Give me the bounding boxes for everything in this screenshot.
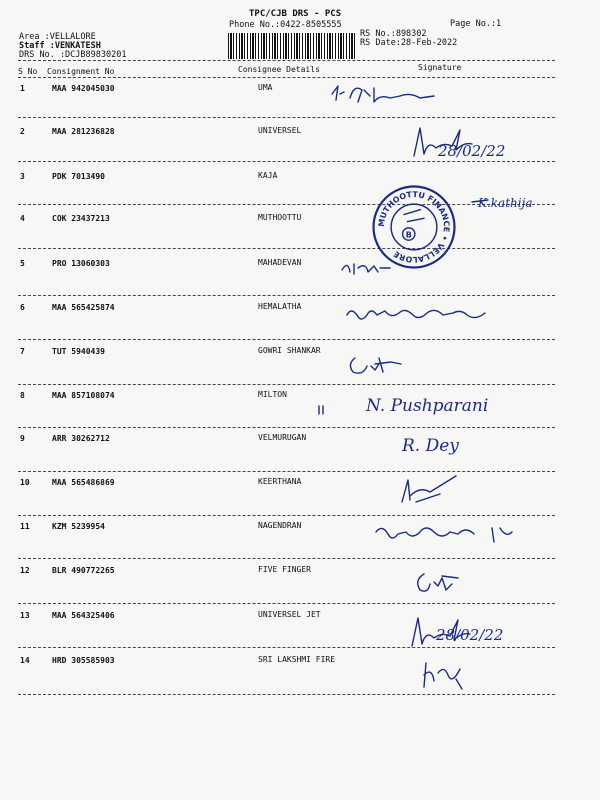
signature-14 xyxy=(420,655,470,695)
consignee-name: NAGENDRAN xyxy=(258,521,302,530)
handwritten-date-13: 28/02/22 xyxy=(436,626,504,644)
consignee-name: UNIVERSEL JET xyxy=(258,610,321,619)
consignee-name: UMA xyxy=(258,83,273,92)
sno: 3 xyxy=(20,172,25,181)
sno: 14 xyxy=(20,656,30,665)
barcode xyxy=(228,33,356,59)
consignment-no: ARR 30262712 xyxy=(52,434,110,443)
row-divider xyxy=(18,117,555,118)
company-stamp xyxy=(370,183,458,271)
handwritten-signature-8: N. Pushparani xyxy=(366,396,489,416)
row-divider xyxy=(18,603,555,604)
consignment-no: MAA 281236828 xyxy=(52,127,115,136)
drs-number: DRS No. :DCJB89830201 xyxy=(19,50,127,60)
consignee-name: VELMURUGAN xyxy=(258,433,307,442)
sno: 5 xyxy=(20,259,25,268)
col-consignment: Consignment No xyxy=(47,67,115,76)
handwritten-date-2: 28/02/22 xyxy=(438,142,506,160)
consignment-no: KZM 5239954 xyxy=(52,522,105,531)
consignment-no: BLR 490772265 xyxy=(52,566,115,575)
sno: 2 xyxy=(20,127,25,136)
consignment-no: MAA 565486869 xyxy=(52,478,115,487)
consignee-name: SRI LAKSHMI FIRE xyxy=(258,655,336,664)
stamp-ring-text: MUTHOOTTU FINANCE • VELLALORE xyxy=(376,190,452,264)
consignment-no: TUT 5940439 xyxy=(52,347,105,356)
consignee-name: GOWRI SHANKAR xyxy=(258,346,321,355)
rs-date: RS Date:28-Feb-2022 xyxy=(360,38,458,48)
consignment-no: MAA 942045030 xyxy=(52,84,115,93)
consignment-no: HRD 305585903 xyxy=(52,656,115,665)
page-number: Page No.:1 xyxy=(450,19,502,29)
sno: 12 xyxy=(20,566,30,575)
sno: 8 xyxy=(20,391,25,400)
row-divider xyxy=(18,427,555,428)
sno: 10 xyxy=(20,478,30,487)
signature-1 xyxy=(330,80,440,108)
consignee-name: UNIVERSEL xyxy=(258,126,302,135)
row-divider xyxy=(18,295,555,296)
sno: 13 xyxy=(20,611,30,620)
sno: 6 xyxy=(20,303,25,312)
sno: 9 xyxy=(20,434,25,443)
consignment-no: PDK 7013490 xyxy=(52,172,105,181)
phone-number: Phone No.:0422-8505555 xyxy=(229,20,342,30)
signature-11 xyxy=(372,520,522,548)
consignee-name: MAHADEVAN xyxy=(258,258,302,267)
sno: 7 xyxy=(20,347,25,356)
consignment-no: MAA 565425874 xyxy=(52,303,115,312)
row-divider xyxy=(18,558,555,559)
header-divider-top xyxy=(18,60,555,61)
stamp-center: B xyxy=(405,230,412,240)
document-title: TPC/CJB DRS - PCS xyxy=(249,9,342,19)
staff-label: Staff :VENKATESH xyxy=(19,41,101,51)
handwritten-signature-9: R. Dey xyxy=(402,436,459,456)
signature-12 xyxy=(412,568,472,598)
consignee-name: HEMALATHA xyxy=(258,302,302,311)
row-divider xyxy=(18,339,555,340)
consignee-name: KEERTHANA xyxy=(258,477,302,486)
sno: 1 xyxy=(20,84,25,93)
consignment-no: PRO 13060303 xyxy=(52,259,110,268)
sno: 4 xyxy=(20,214,25,223)
sno: 11 xyxy=(20,522,30,531)
col-signature: Signature xyxy=(418,63,462,72)
consignee-name: KAJA xyxy=(258,171,278,180)
row-divider xyxy=(18,384,555,385)
area-label: Area :VELLALORE xyxy=(19,32,96,42)
row-divider xyxy=(18,515,555,516)
consignment-no: MAA 564325406 xyxy=(52,611,115,620)
signature-7 xyxy=(345,350,415,380)
signature-10 xyxy=(396,472,466,512)
handwritten-signature-4: K.kathija xyxy=(478,196,533,210)
signature-6 xyxy=(345,303,495,327)
consignee-name: MILTON xyxy=(258,390,287,399)
signature-8-mark xyxy=(316,404,326,416)
col-consignee: Consignee Details xyxy=(238,65,320,74)
consignee-name: FIVE FINGER xyxy=(258,565,311,574)
row-divider xyxy=(18,248,555,249)
svg-text:MUTHOOTTU FINANCE • VELLALORE xyxy=(377,190,451,264)
col-sno: S No xyxy=(18,67,38,76)
header-divider-bottom xyxy=(18,77,555,78)
row-divider xyxy=(18,694,555,695)
consignment-no: COK 23437213 xyxy=(52,214,110,223)
consignee-name: MUTHOOTTU xyxy=(258,213,302,222)
row-divider xyxy=(18,471,555,472)
rs-number: RS No.:898302 xyxy=(360,29,427,39)
consignment-no: MAA 857108074 xyxy=(52,391,115,400)
